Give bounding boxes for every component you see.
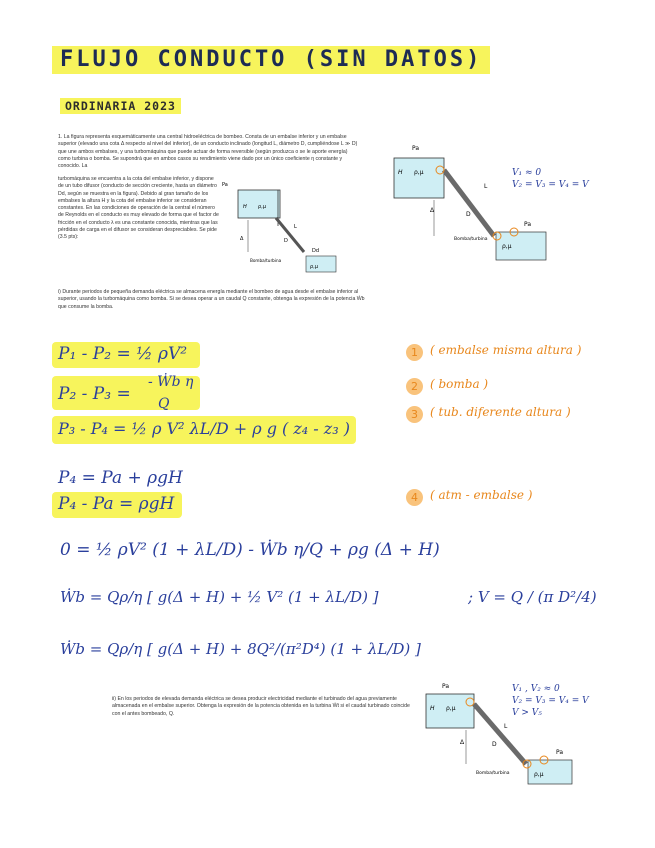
svg-text:ρ,μ: ρ,μ <box>310 264 318 270</box>
energy-balance-equation: 0 = ½ ρV² (1 + λL/D) - Ẇb η/Q + ρg (Δ + H) <box>60 540 440 560</box>
svg-text:Pa: Pa <box>524 221 532 228</box>
step-note-4: ( atm - embalse ) <box>430 488 533 502</box>
svg-text:H: H <box>243 204 247 210</box>
problem-intro-continued: turbomáquina se encuentra a la cota del embalse inferior, y dispone de un tubo difusor (conducto de sección creciente, hasta un diámetro Dd, según se muestra en la figura). Debido al gran tamaño de los embalses la altura H y la cota del embalse inferior se consideran constantes. En las condiciones de operación de la central el número de Reynolds en el conducto es muy elevado de forma que el factor de fricción en el conducto λ es una constante conocida, mientras que las pérdidas de carga en el difusor se consideran despreciables. Se pide (3.5 pts): <box>58 176 219 241</box>
velocity-note-2: V₂ = V₃ = V₄ = V <box>512 180 589 190</box>
turbine-note-1: V₁ , V₂ ≈ 0 <box>512 684 560 694</box>
svg-text:Pa: Pa <box>412 145 420 152</box>
svg-text:H: H <box>398 169 403 176</box>
svg-text:ρ,μ: ρ,μ <box>534 771 544 778</box>
velocity-relation: ; V = Q / (π D²/4) <box>468 588 597 606</box>
problem-intro: 1. La figura representa esquemáticamente una central hidroeléctrica de bombeo. Consta de un embalse inferior y un embalse superior (elevado una cota Δ respecto al nivel del inferior), de un conducto inclinado (longitud L, diámetro D, cumpliéndose L ≫ D) que une ambos embalses, y una turbomáquina que puede actuar de forma reversible (según produzca o se le aporte energía) como turbina o bomba. Se supondrá que en ambos casos su rendimiento viene dado por un único coeficiente η constante y conocido. La <box>58 134 358 170</box>
step-note-3: ( tub. diferente altura ) <box>430 405 571 419</box>
svg-text:Dd: Dd <box>312 248 320 254</box>
svg-text:Δ: Δ <box>460 739 465 746</box>
problem-part-1: i) Durante periodos de pequeña demanda eléctrica se almacena energía mediante el bombeo de agua desde el embalse inferior al superior, usando la turbomáquina como bomba. Si se desea operar a un caudal Q constante, obtenga la expresión de la potencia Ẇb que consume la bomba. <box>58 289 365 310</box>
svg-text:D: D <box>492 741 497 748</box>
step-number-1: 1 <box>406 344 423 361</box>
svg-text:Bomba/turbina: Bomba/turbina <box>250 258 282 263</box>
svg-text:Pa: Pa <box>222 182 228 188</box>
turbine-note-3: V > V₅ <box>512 708 542 718</box>
problem-part-2: ii) En los periodos de elevada demanda eléctrica se desea producir electricidad mediante el turbinado del agua previamente almacenada en el embalse superior. Obtenga la expresión de la potencia obtenida en la turbina Ẇt si el caudal turbinado coincide con el antes bombeado, Q. <box>112 696 410 717</box>
equation-2-numerator: - Ẇb η <box>148 374 194 390</box>
svg-text:ρ,μ: ρ,μ <box>446 705 456 712</box>
pump-power-final-equation: Ẇb = Qρ/η [ g(Δ + H) + 8Q²/(π²D⁴) (1 + λL/D) ] <box>60 640 421 658</box>
svg-text:Δ: Δ <box>240 236 244 242</box>
pump-power-equation: Ẇb = Qρ/η [ g(Δ + H) + ½ V² (1 + λL/D) ] <box>60 588 379 606</box>
equation-4: P₄ = Pa + ρgH <box>58 468 183 488</box>
svg-text:Bomba/turbina: Bomba/turbina <box>454 237 488 242</box>
equation-3: P₃ - P₄ = ½ ρ V² λL/D + ρ g ( z₄ - z₃ ) <box>58 419 350 438</box>
svg-text:Pa: Pa <box>556 749 564 756</box>
svg-text:D: D <box>284 238 288 244</box>
svg-text:Pa: Pa <box>442 683 450 690</box>
svg-text:L: L <box>484 183 488 190</box>
reservoir-figure-annotated <box>384 140 574 280</box>
svg-text:L: L <box>504 723 508 730</box>
svg-text:ρ,μ: ρ,μ <box>502 243 512 250</box>
equation-2-left: P₂ - P₃ = <box>58 384 131 404</box>
exam-subtitle: ORDINARIA 2023 <box>60 98 181 114</box>
reservoir-figure-small <box>218 178 338 274</box>
step-number-3: 3 <box>406 406 423 423</box>
svg-text:ρ,μ: ρ,μ <box>258 204 266 210</box>
svg-text:H: H <box>430 705 435 712</box>
velocity-note-1: V₁ ≈ 0 <box>512 168 542 178</box>
svg-text:ρ,μ: ρ,μ <box>414 169 424 176</box>
svg-text:L: L <box>294 224 297 230</box>
turbine-note-2: V₂ = V₃ = V₄ = V <box>512 696 589 706</box>
step-number-4: 4 <box>406 489 423 506</box>
step-note-1: ( embalse misma altura ) <box>430 343 582 357</box>
svg-text:D: D <box>466 211 471 218</box>
step-note-2: ( bomba ) <box>430 377 489 391</box>
equation-1: P₁ - P₂ = ½ ρV² <box>58 344 188 364</box>
step-number-2: 2 <box>406 378 423 395</box>
equation-5: P₄ - Pa = ρgH <box>58 494 175 514</box>
equation-2-denominator: Q <box>158 396 170 412</box>
svg-text:Δ: Δ <box>430 207 435 214</box>
svg-text:Bomba/turbina: Bomba/turbina <box>476 771 510 776</box>
page-title: FLUJO CONDUCTO (SIN DATOS) <box>52 46 490 74</box>
